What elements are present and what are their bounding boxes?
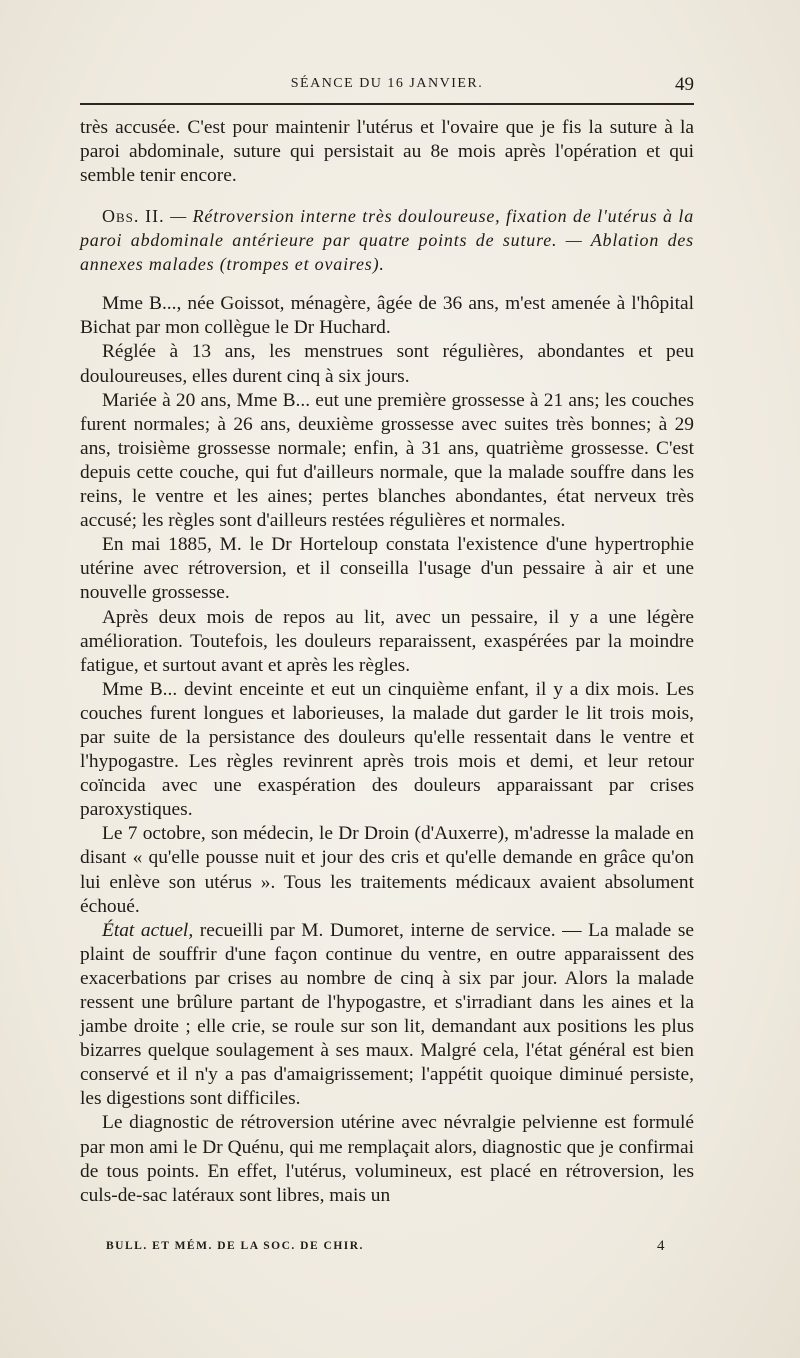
header-rule [80,103,694,105]
observation-label: Obs. II. [102,206,165,227]
paragraph-4: En mai 1885, M. le Dr Horteloup constata l'existence d'une hypertrophie utérine avec rétroversion, et il conseilla l'usage d'un pessaire à air et une nouvelle grossesse. [80,534,694,604]
paragraph-9: Le diagnostic de rétroversion utérine avec névralgie pelvienne est formulé par mon ami le Dr Quénu, qui me remplaçait alors, diagnostic que je confirmai de tous points. En effet, l'utérus, volumineux, est placé en rétroversion, les culs-de-sac latéraux sont libres, mais un [80,1112,694,1206]
footer [106,1240,666,1260]
footer-text: BULL. ET MÉM. DE LA SOC. DE CHIR. [106,1240,364,1252]
paragraph-1: Mme B..., née Goissot, ménagère, âgée de 36 ans, m'est amenée à l'hôpital Bichat par mon collègue le Dr Huchard. [80,293,694,339]
paragraph-6: Mme B... devint enceinte et eut un cinquième enfant, il y a dix mois. Les couches furent longues et laborieuses, la malade dut garder le lit trois mois, par suite de la persistance des douleurs qu'elle ressentait dans le ventre et l'hypogastre. Les règles revinrent après trois mois et demi, et leur retour coïncida avec une exaspération des douleurs apparaissant par crises paroxystiques. [80,678,694,821]
paragraph-8-text: recueilli par M. Dumoret, interne de service. — La malade se plaint de souffrir d'une façon continue du ventre, en outre apparaissent des exacerbations par crises au nombre de cinq à six par jour. Alors la malade ressent une brûlure partant de l'hypogastre, et s'irradiant dans les aines et la jambe droite ; elle crie, se roule sur son lit, demandant aux positions les plus bizarres quelque soulagement à ses maux. Malgré cela, l'état général est bien conservé et il n'y a pas d'amaigrissement; l'appétit quoique diminué persiste, les digestions sont difficiles. [80,919,695,1110]
paragraph-5: Après deux mois de repos au lit, avec un pessaire, il y a une légère amélioration. Toutefois, les douleurs reparaissent, exaspérées par la moindre fatigue, et surtout avant et après les règles. [80,606,694,676]
paragraph-2: Réglée à 13 ans, les menstrues sont régulières, abondantes et peu douloureuses, elles durent cinq à six jours. [80,341,694,387]
paragraph-3: Mariée à 20 ans, Mme B... eut une première grossesse à 21 ans; les couches furent normales; à 26 ans, deuxième grossesse avec suites très bonnes; à 29 ans, troisième grossesse normale; enfin, à 31 ans, quatrième grossesse. C'est depuis cette couche, qui fut d'ailleurs normale, que la malade souffre dans les reins, le ventre et les aines; pertes blanches abondantes, état nerveux très accusé; les règles sont d'ailleurs restées régulières et normales. [80,389,694,532]
header-title: SÉANCE DU 16 JANVIER. [290,76,484,91]
observation-title: — Rétroversion interne très douloureuse, fixation de l'utérus à la paroi abdominale antérieure par quatre points de suture. — Ablation des annexes malades (trompes et ovaires). [80,206,694,275]
paragraph-0: très accusée. C'est pour maintenir l'utérus et l'ovaire que je fis la suture à la paroi abdominale, suture qui persistait au 8e mois après l'opération et qui semble tenir encore. [80,117,694,187]
paragraph-7: Le 7 octobre, son médecin, le Dr Droin (d'Auxerre), m'adresse la malade en disant « qu'elle pousse nuit et jour des cris et qu'elle demande en grâce qu'on lui enlève son utérus ». Tous les traitements médicaux avaient absolument échoué. [80,823,694,917]
running-header [80,74,694,100]
observation-heading [80,204,694,276]
signature-mark: 4 [657,1238,666,1254]
paragraph-8-emphasis: État actuel, [102,919,194,941]
body-text [80,116,694,1208]
page-number: 49 [675,74,694,95]
paragraph-8 [80,919,694,1112]
